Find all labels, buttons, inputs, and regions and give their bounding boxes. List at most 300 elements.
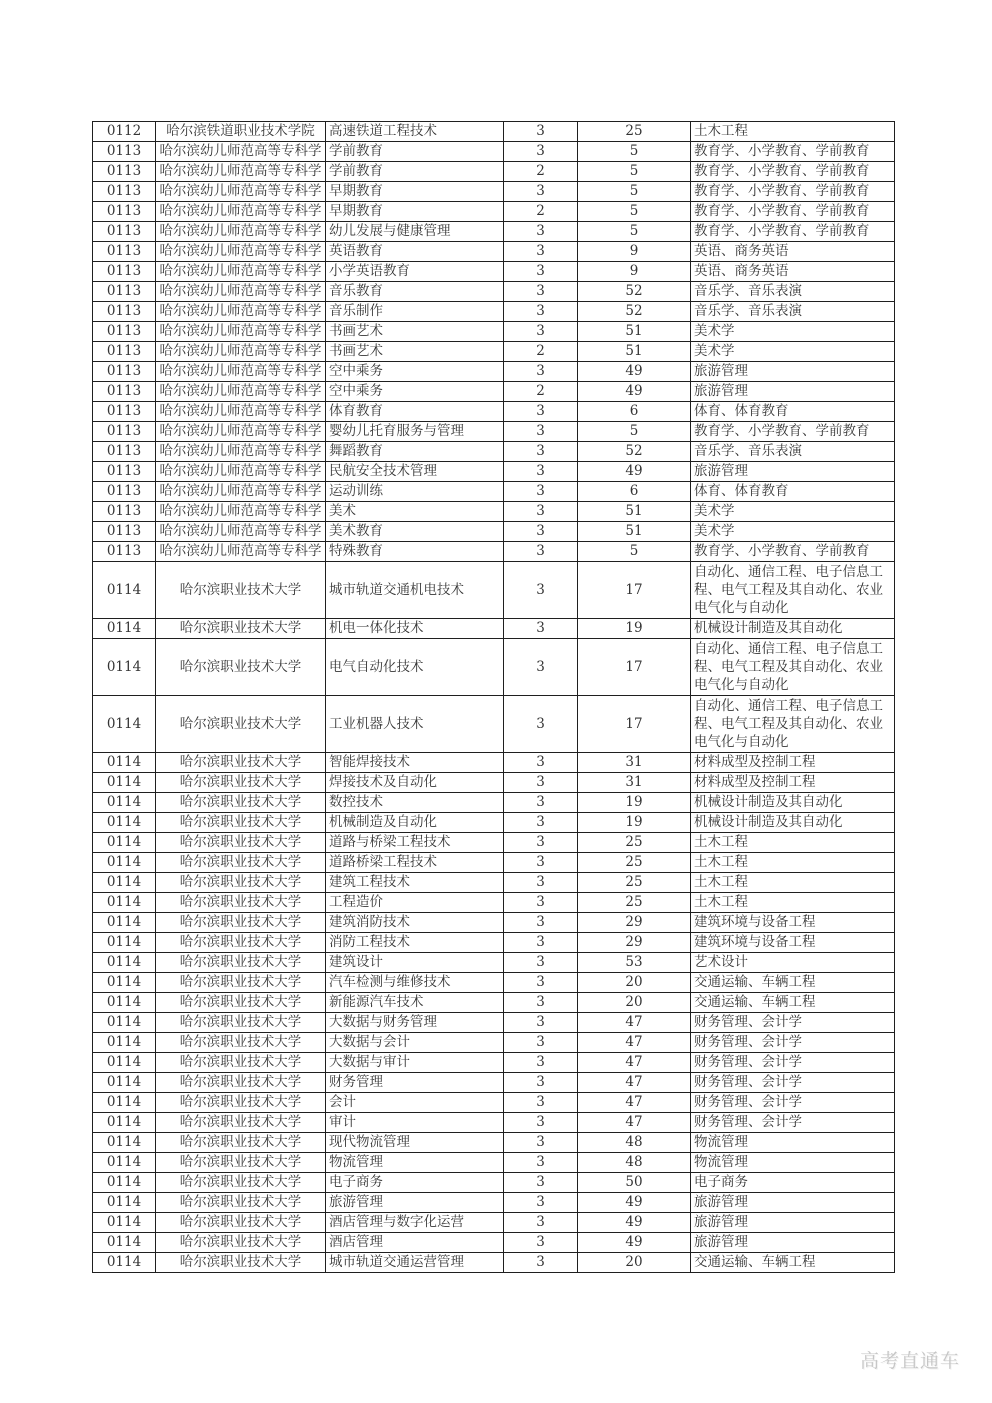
major-name-cell: 酒店管理	[326, 1233, 504, 1253]
major-name-cell: 焊接技术及自动化	[326, 773, 504, 793]
count-cell: 47	[578, 1093, 691, 1113]
related-majors-cell: 材料成型及控制工程	[691, 753, 895, 773]
study-years-cell: 3	[504, 222, 578, 242]
major-name-cell: 大数据与财务管理	[326, 1013, 504, 1033]
count-cell: 53	[578, 953, 691, 973]
major-name-cell: 英语教育	[326, 242, 504, 262]
study-years-cell: 3	[504, 1253, 578, 1273]
study-years-cell: 3	[504, 542, 578, 562]
related-majors-cell: 教育学、小学教育、学前教育	[691, 162, 895, 182]
study-years-cell: 3	[504, 322, 578, 342]
school-name-cell: 哈尔滨职业技术大学	[156, 773, 326, 793]
study-years-cell: 3	[504, 402, 578, 422]
study-years-cell: 3	[504, 853, 578, 873]
related-majors-cell: 教育学、小学教育、学前教育	[691, 182, 895, 202]
major-name-cell: 书画艺术	[326, 342, 504, 362]
related-majors-cell: 财务管理、会计学	[691, 1053, 895, 1073]
related-majors-cell: 教育学、小学教育、学前教育	[691, 422, 895, 442]
major-name-cell: 美术教育	[326, 522, 504, 542]
major-name-cell: 体育教育	[326, 402, 504, 422]
school-code-cell: 0113	[93, 402, 156, 422]
related-majors-cell: 旅游管理	[691, 1233, 895, 1253]
school-name-cell: 哈尔滨职业技术大学	[156, 1133, 326, 1153]
count-cell: 17	[578, 562, 691, 619]
school-name-cell: 哈尔滨幼儿师范高等专科学	[156, 402, 326, 422]
table-row	[93, 162, 895, 182]
table-row	[93, 182, 895, 202]
related-majors-cell: 机械设计制造及其自动化	[691, 793, 895, 813]
related-majors-cell: 建筑环境与设备工程	[691, 913, 895, 933]
study-years-cell: 3	[504, 973, 578, 993]
school-code-cell: 0114	[93, 562, 156, 619]
related-majors-cell: 艺术设计	[691, 953, 895, 973]
school-code-cell: 0113	[93, 342, 156, 362]
count-cell: 29	[578, 913, 691, 933]
study-years-cell: 3	[504, 1093, 578, 1113]
school-name-cell: 哈尔滨职业技术大学	[156, 973, 326, 993]
count-cell: 31	[578, 753, 691, 773]
study-years-cell: 3	[504, 773, 578, 793]
study-years-cell: 2	[504, 342, 578, 362]
count-cell: 47	[578, 1013, 691, 1033]
school-name-cell: 哈尔滨幼儿师范高等专科学	[156, 342, 326, 362]
school-name-cell: 哈尔滨幼儿师范高等专科学	[156, 522, 326, 542]
related-majors-cell: 财务管理、会计学	[691, 1113, 895, 1133]
major-name-cell: 小学英语教育	[326, 262, 504, 282]
count-cell: 5	[578, 142, 691, 162]
related-majors-cell: 美术学	[691, 342, 895, 362]
school-code-cell: 0114	[93, 1233, 156, 1253]
table-row	[93, 462, 895, 482]
major-name-cell: 空中乘务	[326, 382, 504, 402]
count-cell: 25	[578, 873, 691, 893]
major-name-cell: 特殊教育	[326, 542, 504, 562]
school-code-cell: 0114	[93, 973, 156, 993]
school-name-cell: 哈尔滨职业技术大学	[156, 639, 326, 696]
related-majors-cell: 教育学、小学教育、学前教育	[691, 222, 895, 242]
study-years-cell: 3	[504, 142, 578, 162]
count-cell: 31	[578, 773, 691, 793]
table-row	[93, 422, 895, 442]
major-name-cell: 道路桥梁工程技术	[326, 853, 504, 873]
table-row	[93, 696, 895, 753]
related-majors-cell: 财务管理、会计学	[691, 1013, 895, 1033]
related-majors-cell: 体育、体育教育	[691, 482, 895, 502]
study-years-cell: 3	[504, 1233, 578, 1253]
table-row	[93, 482, 895, 502]
table-row	[93, 1033, 895, 1053]
table-row	[93, 1093, 895, 1113]
school-name-cell: 哈尔滨幼儿师范高等专科学	[156, 322, 326, 342]
school-code-cell: 0114	[93, 1193, 156, 1213]
table-row	[93, 122, 895, 142]
study-years-cell: 3	[504, 1173, 578, 1193]
table-row	[93, 1233, 895, 1253]
table-row	[93, 1133, 895, 1153]
study-years-cell: 2	[504, 202, 578, 222]
school-code-cell: 0114	[93, 873, 156, 893]
school-name-cell: 哈尔滨职业技术大学	[156, 1113, 326, 1133]
related-majors-cell: 英语、商务英语	[691, 262, 895, 282]
major-name-cell: 消防工程技术	[326, 933, 504, 953]
school-code-cell: 0113	[93, 522, 156, 542]
school-code-cell: 0113	[93, 302, 156, 322]
count-cell: 19	[578, 813, 691, 833]
school-name-cell: 哈尔滨幼儿师范高等专科学	[156, 262, 326, 282]
school-code-cell: 0113	[93, 222, 156, 242]
table-row	[93, 402, 895, 422]
study-years-cell: 3	[504, 502, 578, 522]
count-cell: 25	[578, 122, 691, 142]
study-years-cell: 2	[504, 382, 578, 402]
table-row	[93, 619, 895, 639]
study-years-cell: 3	[504, 422, 578, 442]
school-name-cell: 哈尔滨幼儿师范高等专科学	[156, 542, 326, 562]
related-majors-cell: 旅游管理	[691, 462, 895, 482]
major-name-cell: 旅游管理	[326, 1193, 504, 1213]
related-majors-cell: 交通运输、车辆工程	[691, 993, 895, 1013]
school-code-cell: 0113	[93, 242, 156, 262]
school-name-cell: 哈尔滨幼儿师范高等专科学	[156, 482, 326, 502]
related-majors-cell: 旅游管理	[691, 1213, 895, 1233]
major-name-cell: 舞蹈教育	[326, 442, 504, 462]
related-majors-cell: 交通运输、车辆工程	[691, 1253, 895, 1273]
table-row	[93, 282, 895, 302]
school-code-cell: 0114	[93, 1013, 156, 1033]
school-code-cell: 0113	[93, 482, 156, 502]
study-years-cell: 3	[504, 1133, 578, 1153]
major-name-cell: 美术	[326, 502, 504, 522]
table-row	[93, 993, 895, 1013]
study-years-cell: 3	[504, 913, 578, 933]
count-cell: 50	[578, 1173, 691, 1193]
count-cell: 49	[578, 462, 691, 482]
study-years-cell: 3	[504, 362, 578, 382]
school-code-cell: 0114	[93, 813, 156, 833]
school-name-cell: 哈尔滨职业技术大学	[156, 1073, 326, 1093]
count-cell: 9	[578, 262, 691, 282]
study-years-cell: 3	[504, 522, 578, 542]
table-row	[93, 1173, 895, 1193]
study-years-cell: 3	[504, 1033, 578, 1053]
study-years-cell: 3	[504, 562, 578, 619]
major-name-cell: 音乐制作	[326, 302, 504, 322]
major-name-cell: 现代物流管理	[326, 1133, 504, 1153]
study-years-cell: 3	[504, 993, 578, 1013]
count-cell: 25	[578, 833, 691, 853]
major-name-cell: 城市轨道交通机电技术	[326, 562, 504, 619]
count-cell: 52	[578, 302, 691, 322]
school-name-cell: 哈尔滨职业技术大学	[156, 1193, 326, 1213]
table-row	[93, 913, 895, 933]
school-code-cell: 0113	[93, 182, 156, 202]
table-row	[93, 1193, 895, 1213]
school-code-cell: 0114	[93, 639, 156, 696]
school-code-cell: 0114	[93, 1073, 156, 1093]
count-cell: 49	[578, 1213, 691, 1233]
major-name-cell: 智能焊接技术	[326, 753, 504, 773]
related-majors-cell: 教育学、小学教育、学前教育	[691, 202, 895, 222]
count-cell: 49	[578, 1233, 691, 1253]
table-row	[93, 342, 895, 362]
table-row	[93, 382, 895, 402]
major-name-cell: 会计	[326, 1093, 504, 1113]
count-cell: 6	[578, 482, 691, 502]
school-name-cell: 哈尔滨幼儿师范高等专科学	[156, 222, 326, 242]
count-cell: 20	[578, 973, 691, 993]
count-cell: 47	[578, 1033, 691, 1053]
school-code-cell: 0114	[93, 893, 156, 913]
school-name-cell: 哈尔滨职业技术大学	[156, 1173, 326, 1193]
table-row	[93, 1253, 895, 1273]
count-cell: 5	[578, 542, 691, 562]
school-name-cell: 哈尔滨幼儿师范高等专科学	[156, 202, 326, 222]
school-name-cell: 哈尔滨职业技术大学	[156, 562, 326, 619]
school-code-cell: 0114	[93, 753, 156, 773]
count-cell: 49	[578, 382, 691, 402]
count-cell: 47	[578, 1073, 691, 1093]
table-row	[93, 222, 895, 242]
table-row	[93, 202, 895, 222]
related-majors-cell: 美术学	[691, 322, 895, 342]
major-name-cell: 物流管理	[326, 1153, 504, 1173]
study-years-cell: 3	[504, 953, 578, 973]
count-cell: 5	[578, 162, 691, 182]
school-name-cell: 哈尔滨职业技术大学	[156, 853, 326, 873]
related-majors-cell: 财务管理、会计学	[691, 1033, 895, 1053]
related-majors-cell: 旅游管理	[691, 362, 895, 382]
school-name-cell: 哈尔滨职业技术大学	[156, 873, 326, 893]
table-row	[93, 753, 895, 773]
related-majors-cell: 英语、商务英语	[691, 242, 895, 262]
table-row	[93, 773, 895, 793]
related-majors-cell: 材料成型及控制工程	[691, 773, 895, 793]
school-name-cell: 哈尔滨幼儿师范高等专科学	[156, 182, 326, 202]
related-majors-cell: 物流管理	[691, 1133, 895, 1153]
major-name-cell: 电子商务	[326, 1173, 504, 1193]
school-code-cell: 0114	[93, 933, 156, 953]
study-years-cell: 3	[504, 1073, 578, 1093]
related-majors-cell: 音乐学、音乐表演	[691, 282, 895, 302]
major-name-cell: 书画艺术	[326, 322, 504, 342]
school-code-cell: 0114	[93, 953, 156, 973]
school-name-cell: 哈尔滨幼儿师范高等专科学	[156, 362, 326, 382]
school-code-cell: 0114	[93, 853, 156, 873]
study-years-cell: 3	[504, 893, 578, 913]
table-row	[93, 562, 895, 619]
school-code-cell: 0114	[93, 913, 156, 933]
school-code-cell: 0113	[93, 442, 156, 462]
related-majors-cell: 自动化、通信工程、电子信息工程、电气工程及其自动化、农业电气化与自动化	[691, 696, 895, 753]
major-name-cell: 审计	[326, 1113, 504, 1133]
related-majors-cell: 自动化、通信工程、电子信息工程、电气工程及其自动化、农业电气化与自动化	[691, 562, 895, 619]
school-code-cell: 0113	[93, 282, 156, 302]
table-row	[93, 242, 895, 262]
count-cell: 5	[578, 422, 691, 442]
study-years-cell: 3	[504, 442, 578, 462]
major-name-cell: 工程造价	[326, 893, 504, 913]
count-cell: 5	[578, 182, 691, 202]
school-code-cell: 0113	[93, 262, 156, 282]
study-years-cell: 3	[504, 619, 578, 639]
count-cell: 20	[578, 993, 691, 1013]
related-majors-cell: 音乐学、音乐表演	[691, 302, 895, 322]
table-row	[93, 442, 895, 462]
related-majors-cell: 旅游管理	[691, 1193, 895, 1213]
school-code-cell: 0114	[93, 1093, 156, 1113]
school-code-cell: 0113	[93, 502, 156, 522]
school-code-cell: 0114	[93, 1173, 156, 1193]
school-code-cell: 0113	[93, 162, 156, 182]
school-name-cell: 哈尔滨职业技术大学	[156, 813, 326, 833]
study-years-cell: 3	[504, 793, 578, 813]
table-row	[93, 973, 895, 993]
school-name-cell: 哈尔滨幼儿师范高等专科学	[156, 242, 326, 262]
major-name-cell: 城市轨道交通运营管理	[326, 1253, 504, 1273]
count-cell: 51	[578, 502, 691, 522]
school-code-cell: 0113	[93, 362, 156, 382]
related-majors-cell: 教育学、小学教育、学前教育	[691, 142, 895, 162]
count-cell: 51	[578, 342, 691, 362]
table-row	[93, 833, 895, 853]
related-majors-cell: 建筑环境与设备工程	[691, 933, 895, 953]
study-years-cell: 3	[504, 696, 578, 753]
table-row	[93, 1073, 895, 1093]
related-majors-cell: 土木工程	[691, 833, 895, 853]
count-cell: 9	[578, 242, 691, 262]
related-majors-cell: 交通运输、车辆工程	[691, 973, 895, 993]
study-years-cell: 3	[504, 282, 578, 302]
table-row	[93, 522, 895, 542]
count-cell: 19	[578, 619, 691, 639]
related-majors-cell: 体育、体育教育	[691, 402, 895, 422]
study-years-cell: 3	[504, 242, 578, 262]
major-name-cell: 建筑工程技术	[326, 873, 504, 893]
major-name-cell: 机电一体化技术	[326, 619, 504, 639]
school-name-cell: 哈尔滨幼儿师范高等专科学	[156, 462, 326, 482]
related-majors-cell: 土木工程	[691, 873, 895, 893]
table-row	[93, 542, 895, 562]
table-row	[93, 953, 895, 973]
table-row	[93, 639, 895, 696]
school-name-cell: 哈尔滨职业技术大学	[156, 953, 326, 973]
admissions-table	[92, 121, 895, 1273]
school-name-cell: 哈尔滨幼儿师范高等专科学	[156, 142, 326, 162]
major-name-cell: 音乐教育	[326, 282, 504, 302]
related-majors-cell: 自动化、通信工程、电子信息工程、电气工程及其自动化、农业电气化与自动化	[691, 639, 895, 696]
major-name-cell: 空中乘务	[326, 362, 504, 382]
study-years-cell: 3	[504, 813, 578, 833]
major-name-cell: 汽车检测与维修技术	[326, 973, 504, 993]
school-name-cell: 哈尔滨职业技术大学	[156, 933, 326, 953]
count-cell: 17	[578, 696, 691, 753]
table-row	[93, 853, 895, 873]
school-name-cell: 哈尔滨幼儿师范高等专科学	[156, 302, 326, 322]
school-name-cell: 哈尔滨幼儿师范高等专科学	[156, 422, 326, 442]
study-years-cell: 3	[504, 1113, 578, 1133]
table-row	[93, 502, 895, 522]
major-name-cell: 早期教育	[326, 182, 504, 202]
major-name-cell: 酒店管理与数字化运营	[326, 1213, 504, 1233]
major-name-cell: 数控技术	[326, 793, 504, 813]
school-name-cell: 哈尔滨职业技术大学	[156, 893, 326, 913]
table-row	[93, 893, 895, 913]
school-code-cell: 0114	[93, 1153, 156, 1173]
count-cell: 48	[578, 1133, 691, 1153]
related-majors-cell: 电子商务	[691, 1173, 895, 1193]
study-years-cell: 3	[504, 462, 578, 482]
school-name-cell: 哈尔滨职业技术大学	[156, 1233, 326, 1253]
count-cell: 47	[578, 1053, 691, 1073]
school-name-cell: 哈尔滨职业技术大学	[156, 619, 326, 639]
study-years-cell: 3	[504, 262, 578, 282]
related-majors-cell: 机械设计制造及其自动化	[691, 813, 895, 833]
major-name-cell: 运动训练	[326, 482, 504, 502]
count-cell: 52	[578, 442, 691, 462]
count-cell: 52	[578, 282, 691, 302]
school-name-cell: 哈尔滨职业技术大学	[156, 913, 326, 933]
related-majors-cell: 土木工程	[691, 853, 895, 873]
count-cell: 49	[578, 362, 691, 382]
major-name-cell: 建筑设计	[326, 953, 504, 973]
school-code-cell: 0114	[93, 833, 156, 853]
school-name-cell: 哈尔滨职业技术大学	[156, 1053, 326, 1073]
watermark-gaokao-zhitongche: 高考直通车	[859, 1350, 960, 1372]
major-name-cell: 新能源汽车技术	[326, 993, 504, 1013]
related-majors-cell: 教育学、小学教育、学前教育	[691, 542, 895, 562]
major-name-cell: 财务管理	[326, 1073, 504, 1093]
school-code-cell: 0114	[93, 1133, 156, 1153]
school-name-cell: 哈尔滨幼儿师范高等专科学	[156, 382, 326, 402]
school-name-cell: 哈尔滨职业技术大学	[156, 696, 326, 753]
school-name-cell: 哈尔滨幼儿师范高等专科学	[156, 502, 326, 522]
count-cell: 6	[578, 402, 691, 422]
school-code-cell: 0113	[93, 462, 156, 482]
table-row	[93, 142, 895, 162]
study-years-cell: 3	[504, 1013, 578, 1033]
study-years-cell: 3	[504, 753, 578, 773]
school-code-cell: 0113	[93, 142, 156, 162]
school-name-cell: 哈尔滨职业技术大学	[156, 1213, 326, 1233]
study-years-cell: 3	[504, 122, 578, 142]
school-code-cell: 0114	[93, 1253, 156, 1273]
school-name-cell: 哈尔滨幼儿师范高等专科学	[156, 282, 326, 302]
major-name-cell: 工业机器人技术	[326, 696, 504, 753]
related-majors-cell: 土木工程	[691, 122, 895, 142]
school-name-cell: 哈尔滨铁道职业技术学院	[156, 122, 326, 142]
table-row	[93, 933, 895, 953]
major-name-cell: 婴幼儿托育服务与管理	[326, 422, 504, 442]
school-code-cell: 0114	[93, 773, 156, 793]
related-majors-cell: 美术学	[691, 522, 895, 542]
major-name-cell: 早期教育	[326, 202, 504, 222]
major-name-cell: 幼儿发展与健康管理	[326, 222, 504, 242]
related-majors-cell: 音乐学、音乐表演	[691, 442, 895, 462]
study-years-cell: 3	[504, 302, 578, 322]
school-code-cell: 0114	[93, 1213, 156, 1233]
major-name-cell: 学前教育	[326, 162, 504, 182]
count-cell: 19	[578, 793, 691, 813]
count-cell: 47	[578, 1113, 691, 1133]
major-name-cell: 学前教育	[326, 142, 504, 162]
school-name-cell: 哈尔滨职业技术大学	[156, 1093, 326, 1113]
table-row	[93, 1013, 895, 1033]
study-years-cell: 3	[504, 1213, 578, 1233]
count-cell: 51	[578, 522, 691, 542]
major-name-cell: 建筑消防技术	[326, 913, 504, 933]
table-row	[93, 1213, 895, 1233]
count-cell: 5	[578, 202, 691, 222]
